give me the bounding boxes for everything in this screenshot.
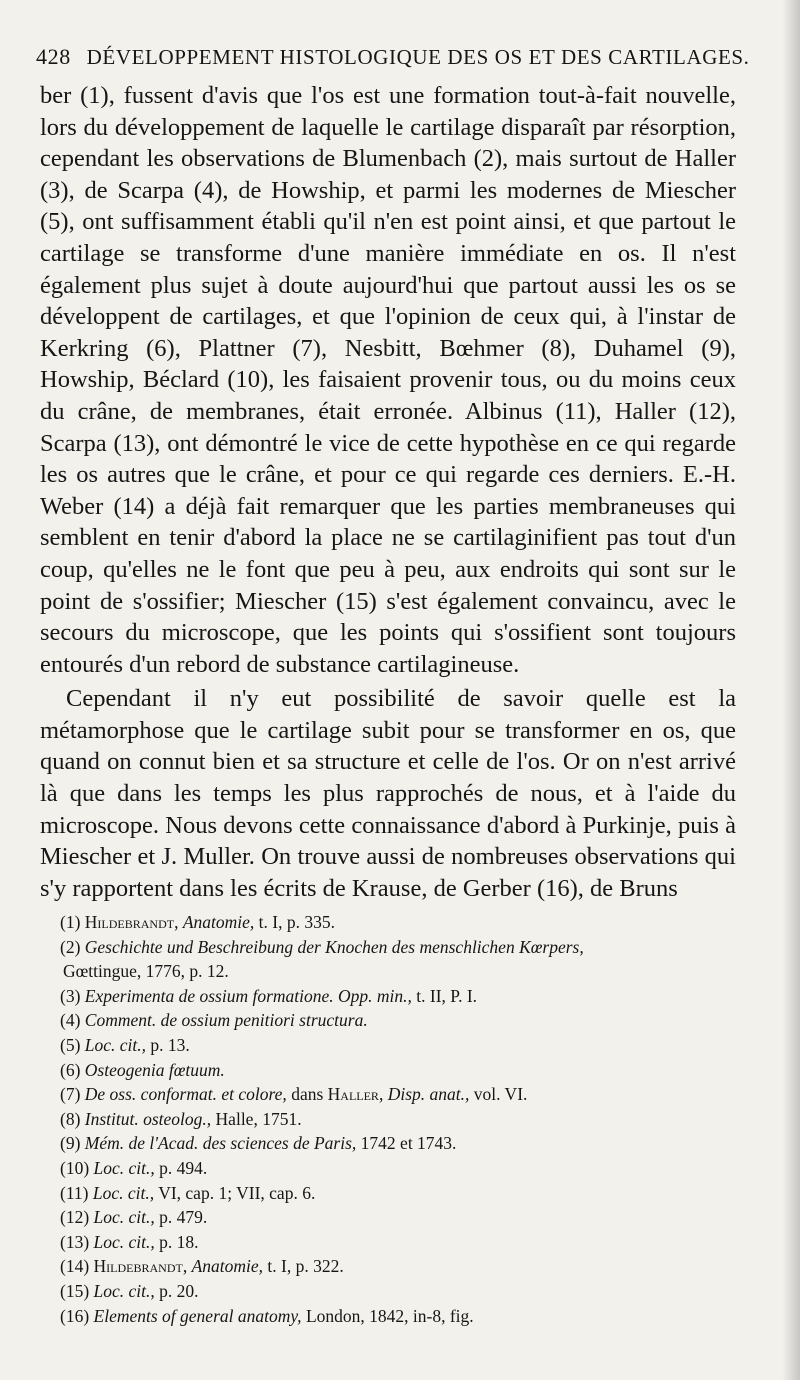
page-number: 428 <box>36 44 71 69</box>
footnote-2: (2) Geschichte und Beschreibung der Knochen des menschlichen Kœrpers, Gœttingue, 1776, p. 12. <box>60 936 584 982</box>
footnote-12: (12) Loc. cit., p. 479. <box>60 1207 208 1228</box>
running-title: DÉVELOPPEMENT HISTOLOGIQUE DES OS ET DES CARTILAGES. <box>86 45 750 69</box>
footnote-3: (3) Experimenta de ossium formatione. Opp. min., t. II, P. I. <box>60 985 478 1006</box>
footnote-1: (1) Hildebrandt, Anatomie, t. I, p. 335. <box>60 912 335 932</box>
footnote-14: (14) Hildebrandt, Anatomie, t. I, p. 322. <box>60 1256 344 1277</box>
paragraph-2: Cependant il n'y eut possibilité de savoir quelle est la métamorphose que le cartilage subit pour se transformer en os, que quand on connut bien et sa structure et celle de l'os. Or on n'est arrivé là que dans les temps les plus rapprochés de nous, et à l'aide du microscope. Nous devons cette connaissance d'abord à Purkinje, puis à Miescher et J. Muller. On trouve aussi de nombreuses observations qui s'y rapportent dans les écrits de Krause, de Gerber (16), de Bruns <box>40 685 736 902</box>
footnote-9: (9) Mém. de l'Acad. des sciences de Paris, 1742 et 1743. <box>60 1133 457 1154</box>
paragraph-1: ber (1), fussent d'avis que l'os est une formation tout-à-fait nouvelle, lors du développement de laquelle le cartilage disparaît par résorption, cependant les observations de Blumenbach (2), mais surtout de Haller (3), de Scarpa (4), de Howship, et parmi les modernes de Miescher (5), ont suffisamment établi qu'il n'en est point ainsi, et que partout le cartilage se transforme d'une manière immédiate en os. Il n'est également plus sujet à doute aujourd'hui que partout aussi les os se développent de cartilages, et que l'opinion de ceux qui, à l'instar de Kerkring (6), Plattner (7), Nesbitt, Bœhmer (8), Duhamel (9), Howship, Béclard (10), les faisaient provenir tous, ou du moins ceux du crâne, de membranes, était erronée. Albinus (11), Haller (12), Scarpa (13), ont démontré le vice de cette hypothèse en ce qui regarde les os autres que le crâne, et pour ce qui regarde ces derniers. E.-H. Weber (14) a déjà fait remarquer que les parties membraneuses qui semblent en tenir d'abord la place ne se cartilaginifient pas tout d'un coup, qu'elles ne le font que peu à peu, aux endroits qui sont sur le point de s'ossifier; Miescher (15) s'est également convaincu, avec le secours du microscope, que les points qui s'ossifient sont toujours entourés d'un rebord de substance cartilagineuse. <box>40 82 736 678</box>
footnote-16: (16) Elements of general anatomy, London, 1842, in-8, fig. <box>60 1305 474 1326</box>
footnote-10: (10) Loc. cit., p. 494. <box>60 1157 208 1178</box>
footnote-7: (7) De oss. conformat. et colore, dans Haller, Disp. anat., vol. VI. <box>60 1084 528 1105</box>
footnotes <box>60 910 760 1328</box>
page-edge-shadow <box>782 0 800 1380</box>
footnote-5: (5) Loc. cit., p. 13. <box>60 1034 190 1055</box>
main-text <box>40 80 736 904</box>
footnote-4: (4) Comment. de ossium penitiori structura. <box>60 1010 368 1031</box>
footnote-11: (11) Loc. cit., VI, cap. 1; VII, cap. 6. <box>60 1182 316 1203</box>
footnote-13: (13) Loc. cit., p. 18. <box>60 1231 199 1252</box>
running-header <box>36 44 766 70</box>
footnote-15: (15) Loc. cit., p. 20. <box>60 1280 199 1301</box>
footnote-6: (6) Osteogenia fœtuum. <box>60 1059 225 1080</box>
footnote-8: (8) Institut. osteolog., Halle, 1751. <box>60 1108 302 1129</box>
